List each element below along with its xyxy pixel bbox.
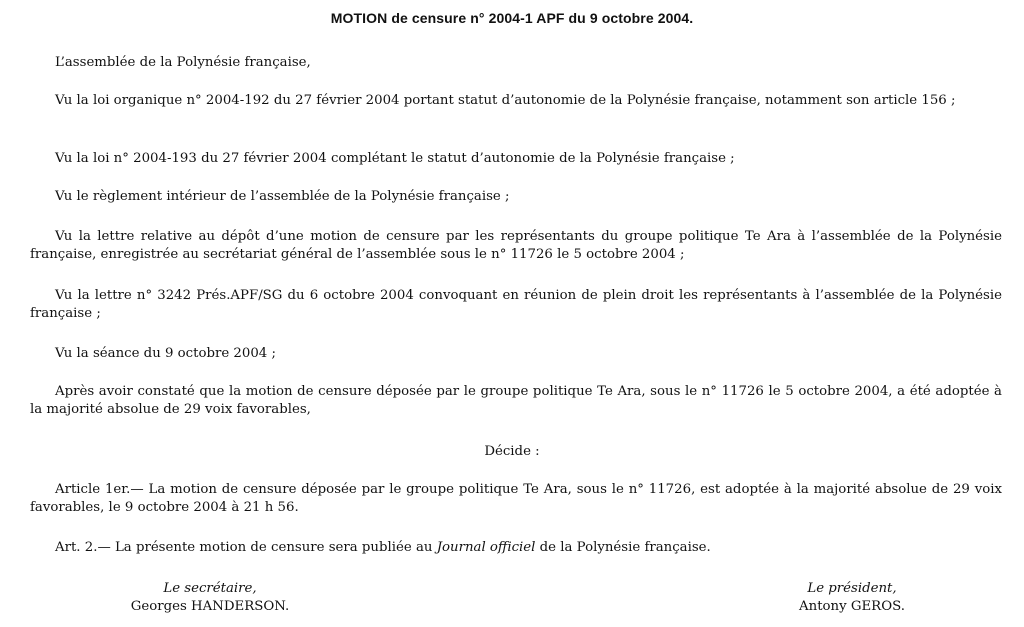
article-1-paragraph: Article 1er.— La motion de censure déposée par le groupe politique Te Ara, sous le n° 11726, est adoptée à la majorité absolue de 29 voix favorables, le 9 octobre 2004 à 21 h 56. xyxy=(30,482,1002,515)
decide-heading: Décide : xyxy=(484,444,540,459)
article-2-text-before: Art. 2.— La présente motion de censure sera publiée au xyxy=(55,540,437,555)
consideration-paragraph-2: Vu la loi n° 2004-193 du 27 février 2004 complétant le statut d’autonomie de la Polynésie française ; xyxy=(55,151,735,166)
secretary-name: Georges HANDERSON. xyxy=(130,599,290,614)
president-role: Le président, xyxy=(807,581,897,596)
secretary-role: Le secrétaire, xyxy=(163,581,257,596)
article-2-paragraph xyxy=(30,539,1002,557)
consideration-paragraph-4: Vu la lettre relative au dépôt d’une motion de censure par les représentants du groupe politique Te Ara à l’assemblée de la Polynésie française, enregistrée au secrétariat général de l’assemblée sous le n° 11726 le 5 octobre 2004 ; xyxy=(30,229,1002,262)
president-name: Antony GEROS. xyxy=(799,599,905,614)
consideration-paragraph-6: Vu la séance du 9 octobre 2004 ; xyxy=(55,346,276,361)
consideration-paragraph-7: Après avoir constaté que la motion de censure déposée par le groupe politique Te Ara, sous le n° 11726 le 5 octobre 2004, a été adoptée à la majorité absolue de 29 voix favorables, xyxy=(30,384,1002,417)
journal-officiel-italic: Journal officiel xyxy=(436,540,536,555)
preamble-paragraph: L’assemblée de la Polynésie française, xyxy=(55,55,311,70)
document-title: MOTION de censure n° 2004-1 APF du 9 octobre 2004. xyxy=(330,10,694,26)
secretary-signature-block xyxy=(100,580,320,616)
article-2-text-after: de la Polynésie française. xyxy=(535,540,711,555)
president-signature-block xyxy=(742,580,962,616)
consideration-paragraph-1: Vu la loi organique n° 2004-192 du 27 février 2004 portant statut d’autonomie de la Polynésie française, notamment son article 156 ; xyxy=(55,93,956,108)
consideration-paragraph-3: Vu le règlement intérieur de l’assemblée de la Polynésie française ; xyxy=(55,189,510,204)
consideration-paragraph-5: Vu la lettre n° 3242 Prés.APF/SG du 6 octobre 2004 convoquant en réunion de plein droit les représentants à l’assemblée de la Polynésie française ; xyxy=(30,288,1002,321)
